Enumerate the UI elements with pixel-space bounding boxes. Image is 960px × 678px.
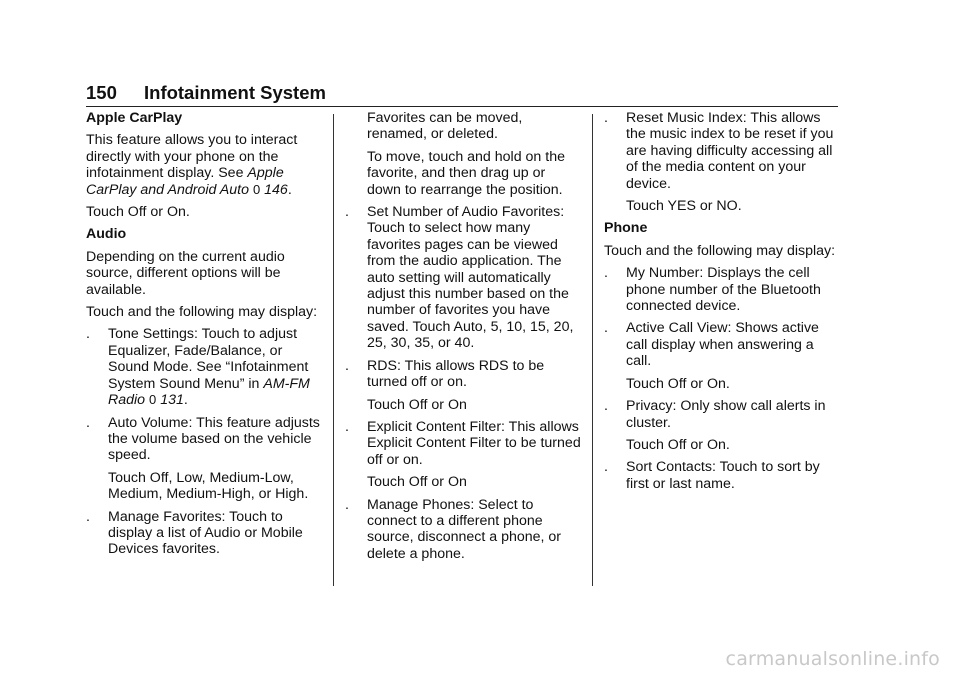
apple-carplay-ref-link[interactable]: Apple CarPlay and Android Auto — [86, 165, 284, 198]
auto-volume-options: Touch Off, Low, Medium-Low, Medium, Medium-High, or High. — [108, 469, 309, 503]
column-2 — [345, 110, 581, 568]
bullet-marker: . — [604, 110, 608, 126]
phone-description: Touch and the following may display: — [604, 242, 836, 259]
privacy-text: Privacy: Only show call alerts in cluster. — [626, 398, 826, 431]
column-3 — [604, 110, 840, 498]
bullet-marker: . — [345, 496, 349, 513]
reset-music-index-text: Reset Music Index: This allows the music index to be reset if you are having difficulty accessing all of the media content on your device. — [626, 110, 834, 192]
list-item-privacy — [604, 398, 840, 431]
am-fm-radio-ref-link[interactable]: AM-FM Radio — [108, 375, 310, 409]
list-item-set-number-favorites — [345, 204, 581, 352]
section-title: Infotainment System — [144, 82, 326, 103]
apple-carplay-heading: Apple CarPlay — [86, 110, 183, 126]
page-number: 150 — [86, 82, 117, 103]
privacy-touch-text: Touch Off or On. — [626, 436, 730, 453]
active-call-touch-text: Touch Off or On. — [626, 375, 730, 392]
apple-carplay-touch: Touch Off or On. — [86, 204, 190, 221]
audio-heading: Audio — [86, 226, 127, 243]
list-item-manage-favorites — [86, 509, 322, 558]
watermark: carmanualsonline.info — [725, 648, 940, 670]
bullet-marker: . — [604, 320, 608, 337]
column-1 — [86, 110, 322, 564]
explicit-filter-text: Explicit Content Filter: This allows Explicit Content Filter to be turned off or on. — [367, 418, 581, 468]
list-item-rds — [345, 358, 581, 391]
punctuation: . — [287, 181, 292, 198]
column-divider — [333, 114, 334, 586]
bullet-marker: . — [345, 357, 349, 374]
bullet-marker: . — [86, 414, 90, 431]
bullet-marker: . — [86, 326, 90, 343]
list-item-explicit-filter — [345, 419, 581, 468]
list-item-sort-contacts — [604, 459, 840, 492]
page-ref-icon: 0 — [252, 181, 261, 197]
list-item-manage-phones — [345, 497, 581, 563]
bullet-marker: . — [345, 204, 349, 221]
bullet-marker: . — [345, 418, 349, 435]
apple-carplay-text: This feature allows you to interact directly with your phone on the infotainment display. See — [86, 132, 298, 182]
list-item-my-number — [604, 265, 840, 314]
bullet-marker: . — [86, 508, 90, 525]
manage-favorites-text: Manage Favorites: Touch to display a list of Audio or Mobile Devices favorites. — [108, 508, 303, 558]
audio-description: Depending on the current audio source, different options will be available. — [86, 248, 285, 298]
list-item-auto-volume — [86, 415, 322, 464]
sort-contacts-text: Sort Contacts: Touch to sort by first or last name. — [626, 459, 820, 492]
tone-settings-text: Tone Settings: Touch to adjust Equalizer, Fade/Balance, or Sound Mode. See — [108, 326, 298, 376]
manage-phones-text: Manage Phones: Select to connect to a different phone source, disconnect a phone, or delete a phone. — [367, 496, 562, 562]
list-item-active-call-view — [604, 320, 840, 369]
my-number-text: My Number: Displays the cell phone number of the Bluetooth connected device. — [626, 265, 821, 315]
set-number-favorites-text: Set Number of Audio Favorites: Touch to select how many favorites pages can be viewed from the audio application. The auto setting will automatically adjust this number based on the number of favorites you have saved. Touch Auto, 5, 10, 15, 20, 25, 30, 35, or 40. — [367, 204, 574, 352]
apple-carplay-page-ref[interactable]: 146 — [264, 181, 288, 198]
page-header — [86, 80, 838, 107]
favorites-move-text: To move, touch and hold on the favorite, and then drag up or down to rearrange the position. — [367, 148, 565, 198]
rds-touch-text: Touch Off or On — [367, 396, 467, 413]
list-item-reset-music-index — [604, 110, 840, 192]
column-divider — [592, 114, 593, 586]
auto-volume-text: Auto Volume: This feature adjusts the volume based on the vehicle speed. — [108, 414, 320, 464]
bullet-marker: . — [604, 265, 608, 282]
punctuation: . — [183, 392, 188, 409]
bullet-marker: . — [604, 398, 608, 415]
audio-touch-text: Touch and the following may display: — [86, 304, 318, 321]
tone-ref-text: “Infotainment System Sound Menu” in — [108, 359, 309, 392]
bullet-marker: . — [604, 459, 608, 476]
explicit-touch-text: Touch Off or On — [367, 474, 467, 491]
active-call-view-text: Active Call View: Shows active call display when answering a call. — [626, 320, 819, 370]
page-ref-icon: 0 — [149, 392, 157, 408]
phone-heading: Phone — [604, 220, 648, 237]
apple-carplay-paragraph — [86, 132, 322, 198]
reset-touch-text: Touch YES or NO. — [626, 198, 742, 215]
list-item-tone-settings — [86, 326, 322, 408]
favorites-continued-text: Favorites can be moved, renamed, or deleted. — [367, 110, 523, 143]
am-fm-radio-page-ref[interactable]: 131 — [160, 392, 184, 409]
rds-text: RDS: This allows RDS to be turned off or on. — [367, 357, 545, 391]
